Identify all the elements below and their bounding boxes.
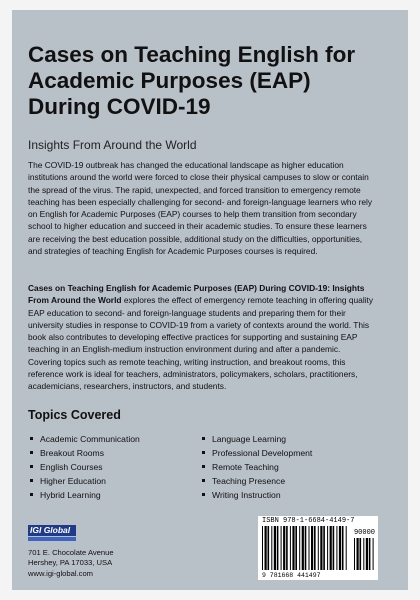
topics-heading: Topics Covered [28,408,121,422]
topic-item: Professional Development [202,446,312,460]
description-text: explores the effect of emergency remote teaching in offering quality EAP education to second- and foreign-language students and preparing them for their university studies in response to COVID-19 from a variety of contexts around the world. This book also contributes to developing effective practices for supporting and sustaining EAP teaching in an English-medium instruction environment during and after a pandemic. Covering topics such as remote teaching, writing instruction, and breakout rooms, this reference work is ideal for teachers, administrators, policymakers, scholars, practitioners, academicians, researchers, instructors, and students. [28,295,374,392]
topics-list-right [202,432,312,502]
addon-barcode-bars [354,538,376,570]
book-title: Cases on Teaching English for Academic Purposes (EAP) During COVID-19 [28,42,356,119]
description-paragraph [28,282,376,393]
barcode-bars [262,526,350,570]
description-bold-title: Cases on Teaching English for Academic Purposes (EAP) During COVID-19: Insights From Around the World [28,283,365,306]
publisher-website: www.igi-global.com [28,568,93,578]
barcode [258,516,378,580]
isbn-text: ISBN 978-1-6684-4149-7 [262,517,355,525]
publisher-logo-text: IGI Global [28,525,76,536]
topic-item: Remote Teaching [202,460,312,474]
book-subtitle: Insights From Around the World [28,138,197,152]
address-line-2: Hershey, PA 17033, USA [28,558,113,568]
address-line-1: 701 E. Chocolate Avenue [28,548,114,557]
topic-item: Academic Communication [30,432,140,446]
publisher-logo [28,525,76,541]
topics-list-left [30,432,140,502]
intro-paragraph: The COVID-19 outbreak has changed the educational landscape as higher education institutions around the world were forced to close their physical campuses to slow or contain the spread of the virus. The rapid, unexpected, and forced transition to emergency remote teaching has been especially challenging for second- and foreign-language learners who rely on English for Academic Purposes (EAP) courses to help them transition from secondary school to higher education and succeed in their academic studies. To ensure these learners are receiving the best education possible, additional study on the difficulties, opportunities, and strategies of teaching English for Academic Purposes courses is required. [28,160,373,257]
publisher-address [28,548,114,579]
topic-item: Higher Education [30,474,140,488]
ean-digits: 9 781668 441497 [262,572,321,579]
topic-item: Teaching Presence [202,474,312,488]
topic-item: English Courses [30,460,140,474]
topic-item: Language Learning [202,432,312,446]
topic-item: Hybrid Learning [30,488,140,502]
price-code: 90000 [353,529,375,537]
topic-item: Writing Instruction [202,488,312,502]
topic-item: Breakout Rooms [30,446,140,460]
publisher-logo-bar [28,537,76,541]
